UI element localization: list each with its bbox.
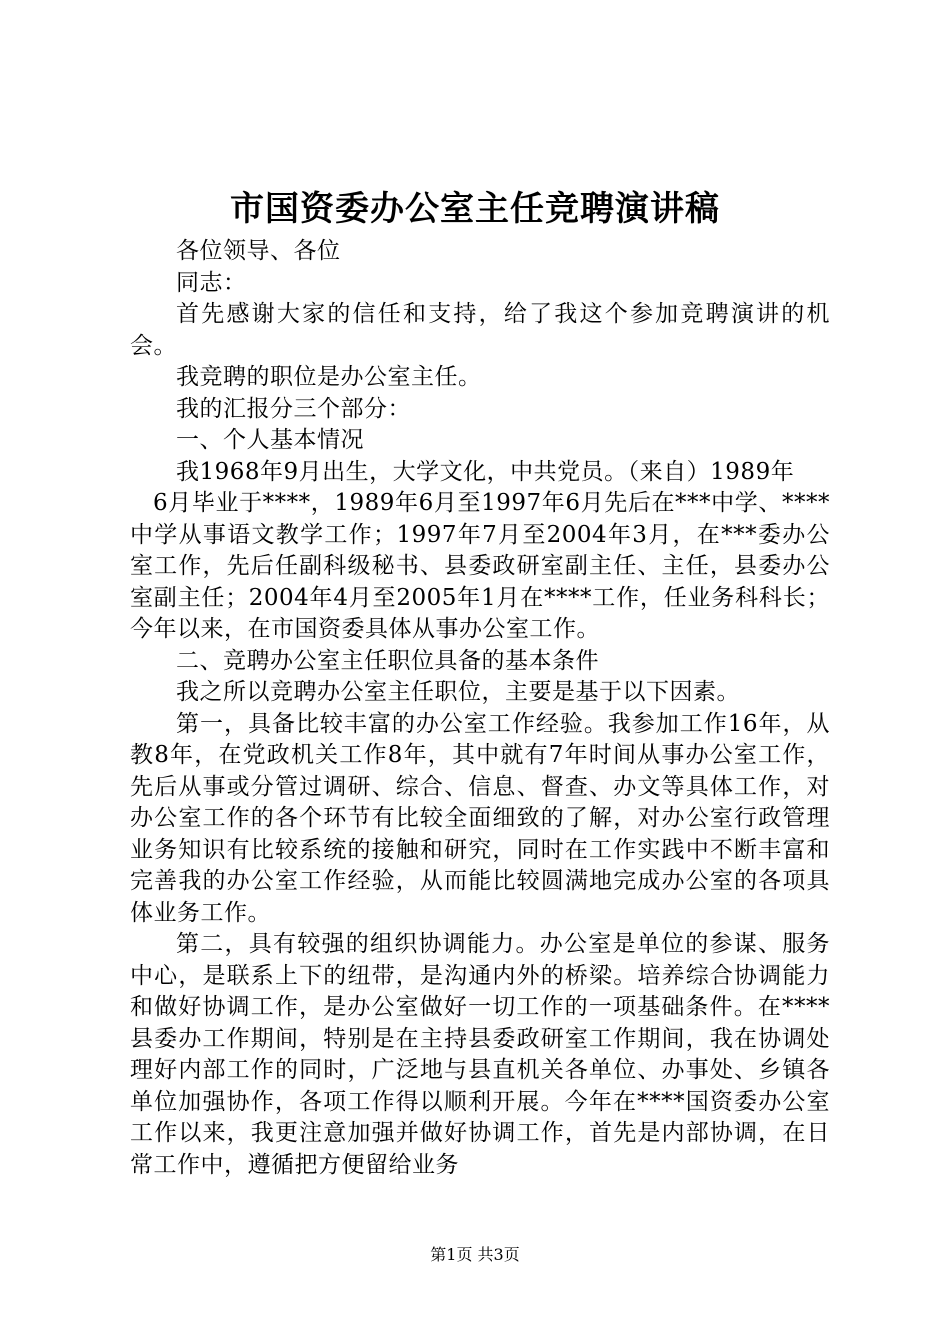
paragraph-thanks: 首先感谢大家的信任和支持，给了我这个参加竞聘演讲的机会。 xyxy=(130,301,830,359)
document-title: 市国资委办公室主任竞聘演讲稿 xyxy=(230,189,720,229)
paragraph-career: 6月毕业于****，1989年6月至1997年6月先后在***中学、****中学从事语文教学工作；1997年7月至2004年3月，在***委办公室工作，先后任副科级秘书、县委政研室副主任、主任，县委办公室副主任；2004年4月至2005年1月在****工作，任业务科科长；今年以来，在市国资委具体从事办公室工作。 xyxy=(130,490,830,642)
paragraph-first-point: 第一，具备比较丰富的办公室工作经验。我参加工作16年，从教8年，在党政机关工作8年，其中就有7年时间从事办公室工作，先后从事或分管过调研、综合、信息、督查、办文等具体工作，对办公室工作的各个环节有比较全面细致的了解，对办公室行政管理业务知识有比较系统的接触和研究，同时在工作实践中不断丰富和完善我的办公室工作经验，从而能比较圆满地完成办公室的各项具体业务工作。 xyxy=(130,710,830,926)
paragraph-second-point: 第二，具有较强的组织协调能力。办公室是单位的参谋、服务中心，是联系上下的纽带，是沟通内外的桥梁。培养综合协调能力和做好协调工作，是办公室做好一切工作的一项基础条件。在****县委办工作期间，特别是在主持县委政研室工作期间，我在协调处理好内部工作的同时，广泛地与县直机关各单位、办事处、乡镇各单位加强协作，各项工作得以顺利开展。今年在****国资委办公室工作以来，我更注意加强并做好协调工作，首先是内部协调，在日常工作中，遵循把方便留给业务 xyxy=(130,931,830,1178)
section-heading-2: 二、竞聘办公室主任职位具备的基本条件 xyxy=(176,647,599,674)
document-body xyxy=(130,236,830,1181)
section-heading-1: 一、个人基本情况 xyxy=(176,427,364,453)
paragraph-greeting-cont: 同志： xyxy=(176,269,247,296)
paragraph-greeting: 各位领导、各位 xyxy=(176,238,341,264)
paragraph-reasons: 我之所以竞聘办公室主任职位，主要是基于以下因素。 xyxy=(176,679,740,705)
paragraph-birth: 我1968年9月出生，大学文化，中共党员。（来自）1989年 xyxy=(176,458,795,485)
page-footer: 第1页 共3页 xyxy=(430,1245,520,1264)
paragraph-position: 我竞聘的职位是办公室主任。 xyxy=(176,364,482,390)
paragraph-report-parts: 我的汇报分三个部分： xyxy=(176,395,411,422)
